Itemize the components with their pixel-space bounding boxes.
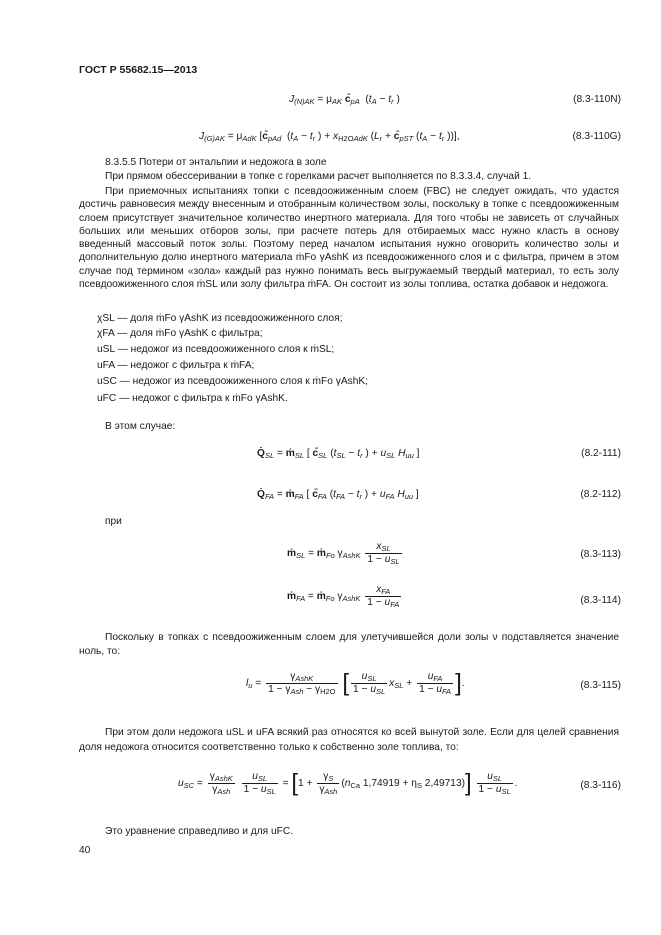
page-number: 40	[79, 845, 91, 856]
definition-item: uSC — недожог из псевдоожиженного слоя к ṁFo γAshK;	[97, 376, 369, 387]
document-header: ГОСТ Р 55682.15—2013	[79, 64, 198, 76]
paragraph-3: Поскольку в топках с псевдоожиженным слоем для улетучившейся доли золы ν подставляется значение ноль, то:	[79, 632, 619, 657]
section-title: 8.3.5.5 Потери от энтальпии и недожога в золе	[105, 157, 327, 168]
equation-114-body: ṁ$_{FA}$ = ṁ$_{Fo}$ $\gamma_{AshK}$ $x_{FA}$ $1 - u_{FA}$	[287, 584, 400, 609]
equation-110n-body: $J_{(N)AK} = \mu_{AK}$ $c̄_{pA}$ ($t_A - t_r$ )	[289, 94, 400, 106]
equation-number: (8.2-112)	[580, 489, 621, 500]
equation-111-body: $Q̇_{SL}$ = ṁ$_{SL}$ [ $c̄_{SL}$ ($t_{SL} - t_r$ ) + $u_{SL}$ $H_{uu}$ ]	[257, 448, 420, 460]
equation-number: (8.3-114)	[580, 595, 621, 606]
definition-item: uSL — недожог из псевдоожиженного слоя к ṁSL;	[97, 344, 335, 355]
definition-item: uFA — недожог с фильтра к ṁFA;	[97, 360, 255, 371]
equation-number: (8.3-110N)	[573, 94, 621, 105]
equation-number: (8.3-113)	[580, 549, 621, 560]
paragraph-5: Это уравнение справедливо и для uFC.	[105, 826, 294, 837]
equation-number: (8.3-115)	[580, 680, 621, 691]
paragraph-1: При прямом обессеривании в топке с горелками расчет выполняется по 8.3.3.4, случай 1.	[105, 171, 532, 182]
definition-item: χSL — доля ṁFo γAshK из псевдоожиженного слоя;	[97, 313, 343, 324]
in-this-case-label: В этом случае:	[105, 421, 176, 432]
equation-115-body: $l_u$ = $\gamma_{AshK}$ $1 - \gamma_{Ash} - \gamma_{H2O}$ [ $u_{SL}$ $1 - u_{SL}$ $x_{SL}$ + $u_{FA}$ $1 - u_{FA}$ ].	[246, 669, 465, 697]
when-label: при	[105, 516, 122, 527]
equation-number: (8.3-116)	[580, 780, 621, 791]
equation-110g-body: $J_{(G)AK} = \mu_{AdK}$ [$c̄_{pAd}$ ($t_A - t_r$ ) + $x_{H2OAdK}$ ($L_r$ + $c̄_{pST}$ ($t_A - t_r$ ))],	[199, 131, 460, 143]
definition-item: χFA — доля ṁFo γAshK с фильтра;	[97, 328, 263, 339]
paragraph-4: При этом доли недожога uSL и uFA всякий раз относятся ко всей вынутой золе. Если для целей сравнения доля недожога относится соответственно только к собственно золе топлива, то:	[79, 727, 619, 753]
paragraph-2: При приемочных испытаниях топки с псевдоожиженным слоем (FBC) не следует ожидать, что удастся достичь равновесия между внесенным и отобранным количеством золы, поскольку в топке с псевдоожиженным слоем присутствует значительное количество инертного материала. Для того чтобы не зависеть от случайных больших или меньших отборов золы, при расчете потерь для отбираемых масс нужно класть в основу введенный массовый поток золы. Поэтому перед началом испытания нужно оговорить количество золы и дополнительную долю инертного материала ṁFo γAshK из псевдоожиженного слоя и с фильтра, причем в этом случае под термином «зола» каждый раз нужно понимать весь выгружаемый твердый материал, то есть золу псевдоожиженного слоя ṁSL или золу фильтра ṁFA. Он состоит из золы топлива, остатка добавок и недожога.	[79, 186, 619, 291]
equation-112-body: $Q̇_{FA}$ = ṁ$_{FA}$ [ $c̄_{FA}$ ($t_{FA} - t_r$ ) + $u_{FA}$ $H_{uu}$ ]	[257, 489, 419, 501]
definition-item: uFC — недожог с фильтра к ṁFo γAshK.	[97, 393, 288, 404]
equation-113-body: ṁ$_{SL}$ = ṁ$_{Fo}$ $\gamma_{AshK}$ $x_{SL}$ $1 - u_{SL}$	[287, 541, 400, 566]
equation-number: (8.2-111)	[581, 448, 621, 459]
equation-number: (8.3-110G)	[572, 131, 621, 142]
equation-116-body: $u_{SC}$ = $\gamma_{AshK}$ $\gamma_{Ash}$ $u_{SL}$ $1 - u_{SL}$ = [1 + $\gamma_S$ $\gamma_{Ash}$ ($n_{Ca}$ $1,74919 + \eta_S$ 2,49713)] $u_{SL}$ $1 - u_{SL}$ .	[178, 769, 518, 797]
